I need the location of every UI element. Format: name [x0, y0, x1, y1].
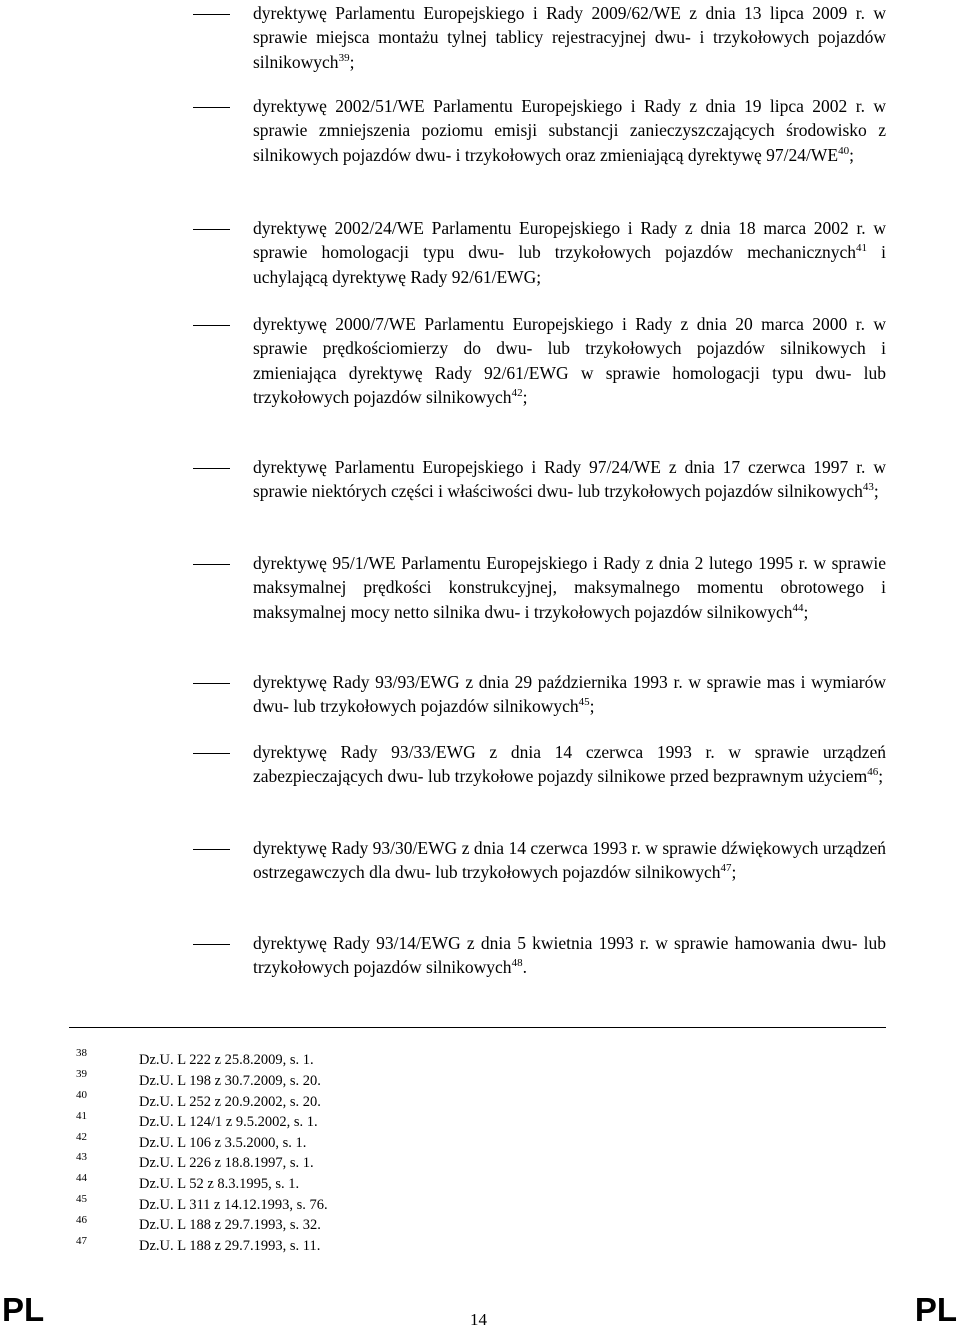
list-item-text: dyrektywę 2002/51/WE Parlamentu Europejskiego i Rady z dnia 19 lipca 2002 r. w sprawie zmniejszenia poziomu emisji substancji zanieczyszczających środowisko z silnikowych pojazdów dwu- i trzykołowych oraz zmieniającą dyrektywę 97/24/WE$^{40}$; [253, 96, 886, 165]
footnote-text: Dz.U. L 124/1 z 9.5.2002, s. 1. [139, 1114, 318, 1130]
footnote-text: Dz.U. L 52 z 8.3.1995, s. 1. [139, 1176, 300, 1192]
list-item-text: dyrektywę Rady 93/14/EWG z dnia 5 kwietnia 1993 r. w sprawie hamowania dwu- lub trzykołowych pojazdów silnikowych$^{48}$. [253, 933, 886, 978]
footnote-text: Dz.U. L 226 z 18.8.1997, s. 1. [139, 1155, 314, 1171]
footnote-number: 42 [76, 1131, 87, 1143]
list-item-text: dyrektywę Rady 93/30/EWG z dnia 14 czerwca 1993 r. w sprawie dźwiękowych urządzeń ostrzegawczych dla dwu- lub trzykołowych pojazdów silnikowych$^{47}$; [253, 838, 886, 883]
dash-bullet [193, 14, 230, 15]
dash-bullet [193, 564, 230, 565]
footnote-ref: 40 [838, 144, 850, 157]
list-item-text: dyrektywę Rady 93/93/EWG z dnia 29 października 1993 r. w sprawie mas i wymiarów dwu- lub trzykołowych pojazdów silnikowych$^{45}$; [253, 672, 886, 717]
dash-bullet [193, 683, 230, 684]
footnote-text: Dz.U. L 252 z 20.9.2002, s. 20. [139, 1094, 321, 1110]
footnote-number: 43 [76, 1151, 87, 1163]
footnote-ref: 44 [792, 601, 804, 614]
footnote-number: 38 [76, 1047, 87, 1059]
footnote-number: 44 [76, 1172, 87, 1184]
footnote-ref: 47 [720, 862, 732, 875]
dash-bullet [193, 468, 230, 469]
footnote-number: 45 [76, 1193, 87, 1205]
list-item-text: dyrektywę Parlamentu Europejskiego i Rady 97/24/WE z dnia 17 czerwca 1997 r. w sprawie niektórych części i właściwości dwu- lub trzykołowych pojazdów silnikowych$^{43}$; [253, 457, 886, 502]
dash-bullet [193, 325, 230, 326]
footnote-text: Dz.U. L 222 z 25.8.2009, s. 1. [139, 1052, 314, 1068]
footnote-ref: 43 [862, 481, 874, 494]
footnote-text: Dz.U. L 106 z 3.5.2000, s. 1. [139, 1135, 307, 1151]
footnote-ref: 45 [578, 696, 590, 709]
footnote-ref: 41 [856, 242, 868, 255]
list-item-text: dyrektywę 2000/7/WE Parlamentu Europejskiego i Rady z dnia 20 marca 2000 r. w sprawie prędkościomierzy do dwu- lub trzykołowych pojazdów silnikowych i zmieniająca dyrektywę Rady 92/61/EWG w sprawie homologacji typu dwu- lub trzykołowych pojazdów silnikowych$^{42}$; [253, 314, 886, 407]
dash-bullet [193, 753, 230, 754]
list-item-text: dyrektywę 2002/24/WE Parlamentu Europejskiego i Rady z dnia 18 marca 2002 r. w sprawie homologacji typu dwu- lub trzykołowych pojazdów mechanicznych$^{41}$ i uchylającą dyrektywę Rady 92/61/EWG; [253, 218, 886, 287]
list-item-text: dyrektywę Rady 93/33/EWG z dnia 14 czerwca 1993 r. w sprawie urządzeń zabezpieczających dwu- lub trzykołowe pojazdy silnikowe przed bezprawnym użyciem$^{46}$; [253, 742, 886, 787]
footnote-number: 46 [76, 1214, 87, 1226]
language-code-right: PL [914, 1291, 957, 1328]
dash-bullet [193, 944, 230, 945]
footnote-ref: 42 [511, 386, 523, 399]
list-item-text: dyrektywę Parlamentu Europejskiego i Rady 2009/62/WE z dnia 13 lipca 2009 r. w sprawie miejsca montażu tylnej tablicy rejestracyjnej dwu- i trzykołowych pojazdów silnikowych$^{39}$; [253, 3, 886, 72]
footnote-number: 41 [76, 1110, 87, 1122]
footnote-text: Dz.U. L 198 z 30.7.2009, s. 20. [139, 1073, 321, 1089]
footnote-number: 47 [76, 1235, 87, 1247]
footnote-text: Dz.U. L 188 z 29.7.1993, s. 11. [139, 1238, 321, 1254]
footnote-ref: 46 [867, 766, 879, 779]
page-number: 14 [470, 1310, 487, 1329]
dash-bullet [193, 107, 230, 108]
language-code-left: PL [2, 1291, 45, 1328]
dash-bullet [193, 229, 230, 230]
footnote-number: 40 [76, 1089, 87, 1101]
footnote-text: Dz.U. L 311 z 14.12.1993, s. 76. [139, 1197, 328, 1213]
footnote-number: 39 [76, 1068, 87, 1080]
footnote-ref: 39 [338, 51, 350, 64]
footnote-ref: 48 [511, 957, 523, 970]
footnote-separator [69, 1027, 886, 1028]
footnote-text: Dz.U. L 188 z 29.7.1993, s. 32. [139, 1217, 321, 1233]
list-item-text: dyrektywę 95/1/WE Parlamentu Europejskiego i Rady z dnia 2 lutego 1995 r. w sprawie maksymalnej prędkości konstrukcyjnej, maksymalnego momentu obrotowego i maksymalnej mocy netto silnika dwu- i trzykołowych pojazdów silnikowych$^{44}$; [253, 553, 886, 622]
dash-bullet [193, 849, 230, 850]
